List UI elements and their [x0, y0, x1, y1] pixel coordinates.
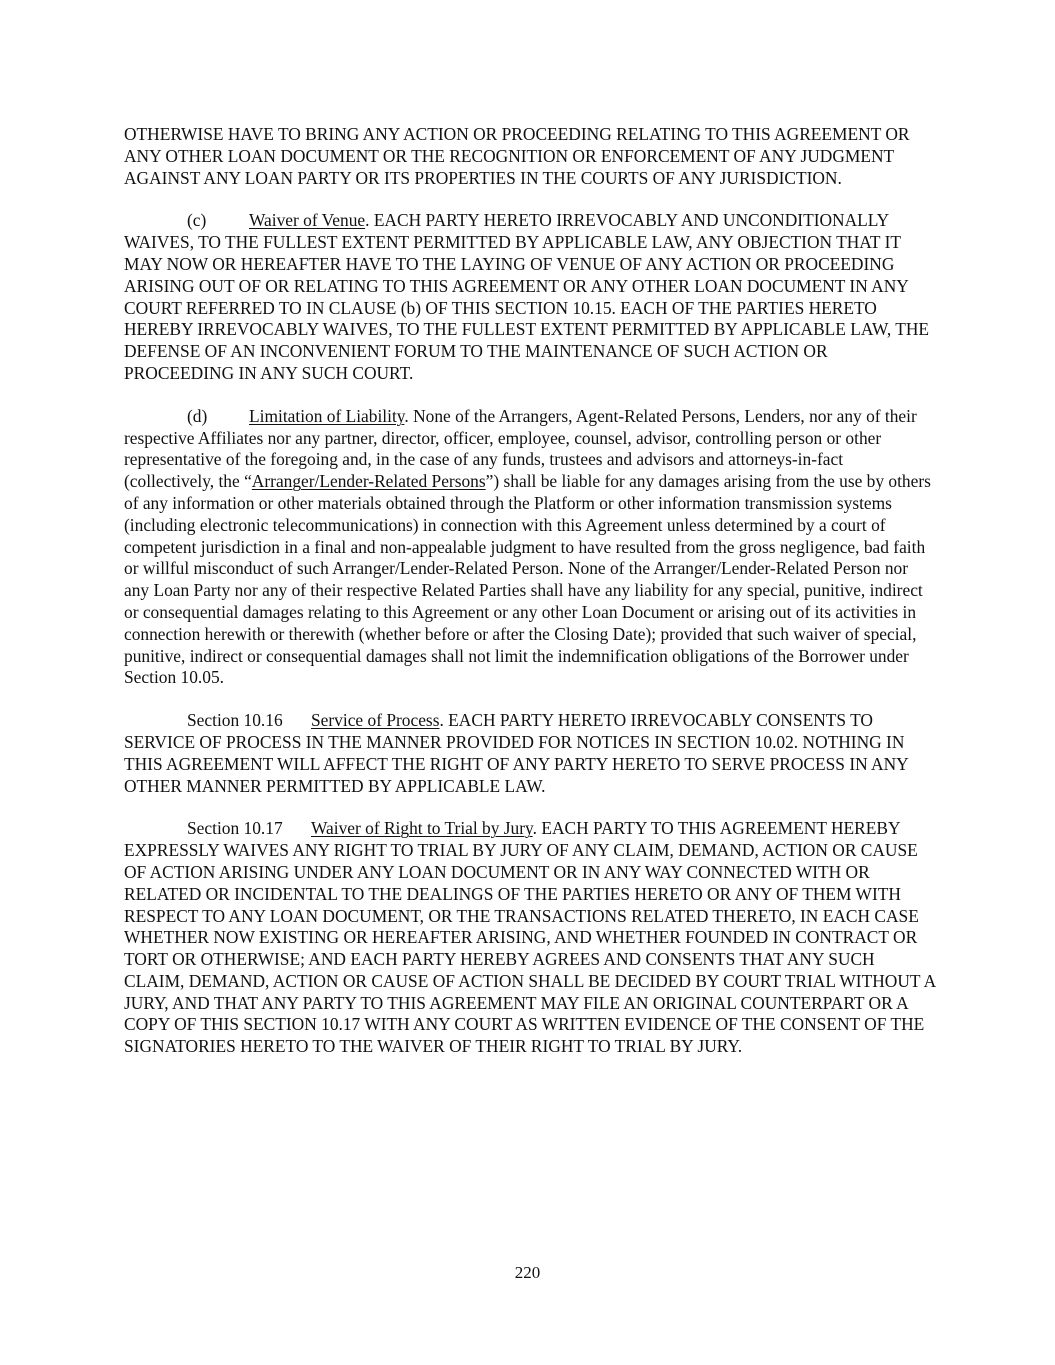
heading-separator: .	[532, 818, 542, 839]
clause-label: (c)	[187, 210, 207, 231]
heading-separator: .	[439, 710, 449, 731]
paragraph-text-part-a: None of the Arrangers, Agent-Related Persons, Lenders, nor any of their respective Affiliates nor any partner, director, officer, employee, counsel, advisor, controlling person or other representative of the foregoing and, in the case of any funds, trustees and advisors and attorneys-in-fact (collectively, the “	[124, 405, 917, 492]
paragraph-text: EACH PARTY TO THIS AGREEMENT HEREBY EXPRESSLY WAIVES ANY RIGHT TO TRIAL BY JURY OF ANY CLAIM, DEMAND, ACTION OR CAUSE OF ACTION ARISING UNDER ANY LOAN DOCUMENT OR IN ANY WAY CONNECTED WITH OR RELATED OR INCIDENTAL TO THE DEALINGS OF THE PARTIES HERETO OR ANY OF THEM WITH RESPECT TO ANY LOAN DOCUMENT, OR THE TRANSACTIONS RELATED THERETO, IN EACH CASE WHETHER NOW EXISTING OR HEREAFTER ARISING, AND WHETHER FOUNDED IN CONTRACT OR TORT OR OTHERWISE; AND EACH PARTY HEREBY AGREES AND CONSENTS THAT ANY SUCH CLAIM, DEMAND, ACTION OR CAUSE OF ACTION SHALL BE DECIDED BY COURT TRIAL WITHOUT A JURY, AND THAT ANY PARTY TO THIS AGREEMENT MAY FILE AN ORIGINAL COUNTERPART OR A COPY OF THIS SECTION 10.17 WITH ANY COURT AS WRITTEN EVIDENCE OF THE CONSENT OF THE SIGNATORIES HERETO TO THE WAIVER OF THEIR RIGHT TO TRIAL BY JURY.	[124, 818, 936, 1057]
section-label: Section 10.17	[187, 818, 283, 839]
clause-label: (d)	[187, 405, 208, 426]
paragraph-section-10-16	[124, 710, 936, 797]
clause-heading: Limitation of Liability	[249, 405, 405, 426]
paragraph-text-part-b: ”) shall be liable for any damages arising from the use by others of any information or other materials obtained through the Platform or other information transmission systems (including electronic telecommunications) in connection with this Agreement unless determined by a court of competent jurisdiction in a final and non-appealable judgment to have resulted from the gross negligence, bad faith or willful misconduct of such Arranger/Lender-Related Person. None of the Arranger/Lender-Related Person nor any Loan Party nor any of their respective Related Parties shall have any liability for any special, punitive, indirect or consequential damages relating to this Agreement or any other Loan Document or arising out of its activities in connection herewith or therewith (whether before or after the Closing Date); provided that such waiver of special, punitive, indirect or consequential damages shall not limit the indemnification obligations of the Borrower under Section 10.05.	[124, 471, 931, 688]
page-number: 220	[514, 1263, 541, 1282]
defined-term: Arranger/Lender-Related Persons	[251, 471, 486, 492]
paragraph-text: EACH PARTY HERETO IRREVOCABLY CONSENTS TO SERVICE OF PROCESS IN THE MANNER PROVIDED FOR NOTICES IN SECTION 10.02. NOTHING IN THIS AGREEMENT WILL AFFECT THE RIGHT OF ANY PARTY HERETO TO SERVE PROCESS IN ANY OTHER MANNER PERMITTED BY APPLICABLE LAW.	[124, 710, 909, 796]
heading-separator: .	[404, 405, 414, 426]
paragraph-text: EACH PARTY HERETO IRREVOCABLY AND UNCONDITIONALLY WAIVES, TO THE FULLEST EXTENT PERMITTED BY APPLICABLE LAW, ANY OBJECTION THAT IT MAY NOW OR HEREAFTER HAVE TO THE LAYING OF VENUE OF ANY ACTION OR PROCEEDING ARISING OUT OF OR RELATING TO THIS AGREEMENT OR ANY OTHER LOAN DOCUMENT IN ANY COURT REFERRED TO IN CLAUSE (b) OF THIS SECTION 10.15. EACH OF THE PARTIES HERETO HEREBY IRREVOCABLY WAIVES, TO THE FULLEST EXTENT PERMITTED BY APPLICABLE LAW, THE DEFENSE OF AN INCONVENIENT FORUM TO THE MAINTENANCE OF SUCH ACTION OR PROCEEDING IN ANY SUCH COURT.	[124, 210, 930, 383]
section-heading: Waiver of Right to Trial by Jury	[311, 818, 533, 839]
section-heading: Service of Process	[311, 710, 440, 731]
paragraph-limitation-of-liability	[124, 406, 936, 689]
paragraph-text: OTHERWISE HAVE TO BRING ANY ACTION OR PROCEEDING RELATING TO THIS AGREEMENT OR ANY OTHER LOAN DOCUMENT OR THE RECOGNITION OR ENFORCEMENT OF ANY JUDGMENT AGAINST ANY LOAN PARTY OR ITS PROPERTIES IN THE COURTS OF ANY JURISDICTION.	[124, 124, 910, 188]
section-label: Section 10.16	[187, 710, 283, 731]
heading-separator: .	[365, 210, 374, 231]
paragraph-waiver-of-venue	[124, 210, 936, 384]
document-body	[124, 124, 936, 1058]
paragraph-section-10-17	[124, 818, 936, 1058]
paragraph-jurisdiction-continued	[124, 124, 936, 189]
clause-heading: Waiver of Venue	[249, 210, 366, 231]
